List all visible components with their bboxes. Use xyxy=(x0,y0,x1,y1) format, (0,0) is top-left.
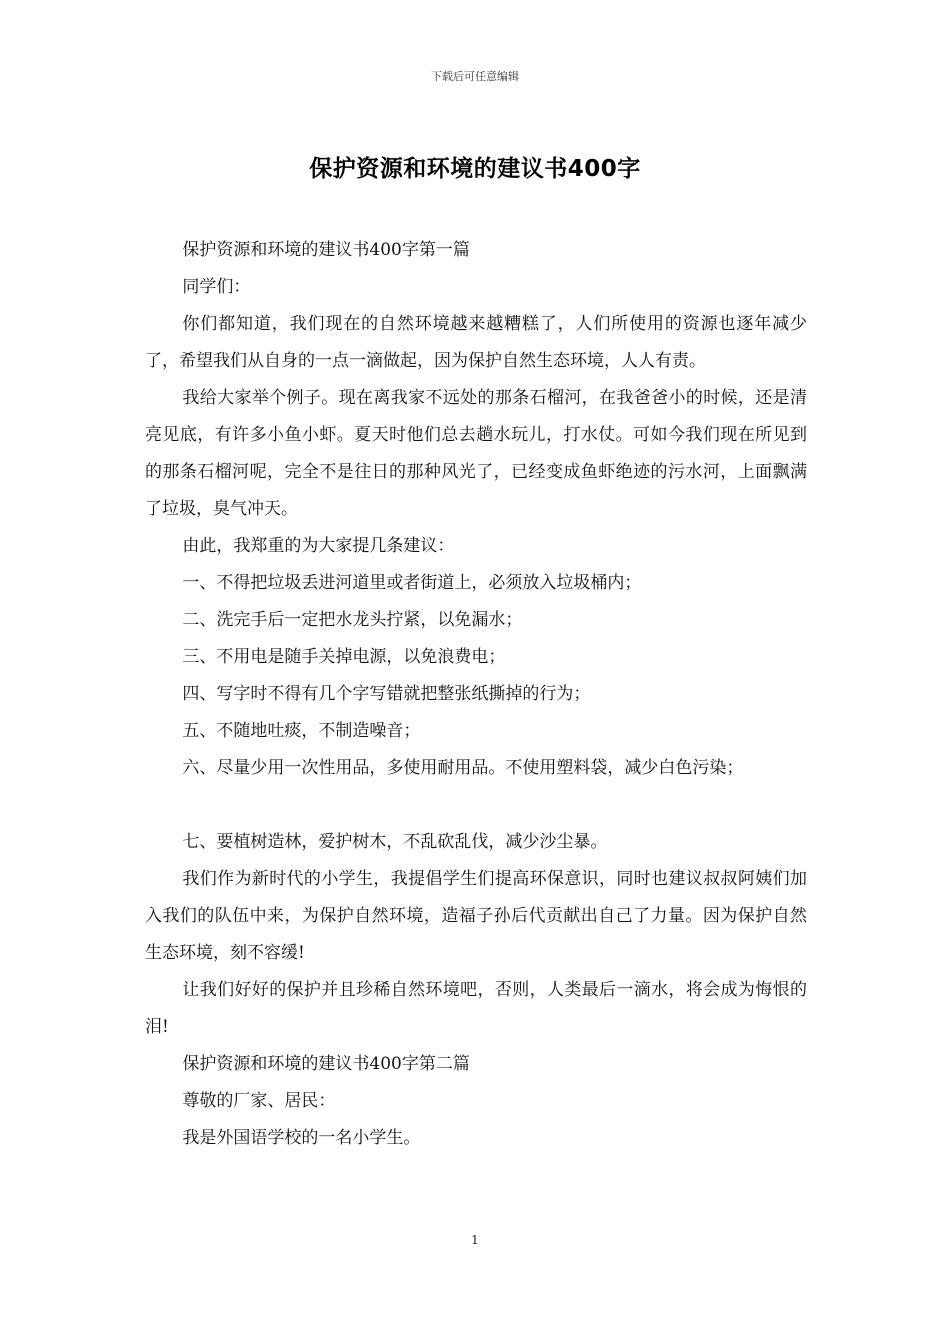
blank-line xyxy=(145,787,807,824)
suggestion-item-4: 四、写字时不得有几个字写错就把整张纸撕掉的行为； xyxy=(182,684,591,704)
salutation: 尊敬的厂家、居民： xyxy=(182,1091,336,1111)
header-note: 下载后可任意编辑 xyxy=(431,70,519,83)
document-title: 保护资源和环境的建议书400字 xyxy=(309,156,641,182)
page-number: 1 xyxy=(471,1233,479,1247)
body-paragraph: 你们都知道，我们现在的自然环境越来越糟糕了，人们所使用的资源也逐年减少了，希望我们从自身的一点一滴做起，因为保护自然生态环境，人人有责。 xyxy=(145,314,807,371)
body-paragraph: 让我们好好的保护并且珍稀自然环境吧，否则，人类最后一滴水，将会成为悔恨的泪! xyxy=(145,980,807,1037)
salutation: 同学们： xyxy=(182,277,251,297)
body-paragraph: 我是外国语学校的一名小学生。 xyxy=(182,1128,421,1148)
suggestion-item-1: 一、不得把垃圾丢进河道里或者街道上，必须放入垃圾桶内； xyxy=(182,573,642,593)
suggestion-item-7: 七、要植树造林，爱护树木，不乱砍乱伐，减少沙尘暴。 xyxy=(182,832,608,852)
body-paragraph: 我们作为新时代的小学生，我提倡学生们提高环保意识，同时也建议叔叔阿姨们加入我们的队伍中来，为保护自然环境，造福子孙后代贡献出自己了力量。因为保护自然生态环境，刻不容缓! xyxy=(145,869,807,963)
section-heading-1: 保护资源和环境的建议书400字第一篇 xyxy=(182,240,470,260)
body-paragraph: 由此，我郑重的为大家提几条建议： xyxy=(182,536,455,556)
suggestion-item-6: 六、尽量少用一次性用品，多使用耐用品。不使用塑料袋，减少白色污染； xyxy=(182,758,744,778)
document-body xyxy=(145,232,807,1157)
suggestion-item-5: 五、不随地吐痰，不制造噪音； xyxy=(182,721,421,741)
suggestion-item-2: 二、洗完手后一定把水龙头拧紧，以免漏水； xyxy=(182,610,523,630)
body-paragraph: 我给大家举个例子。现在离我家不远处的那条石榴河，在我爸爸小的时候，还是清亮见底，有许多小鱼小虾。夏天时他们总去趟水玩儿，打水仗。可如今我们现在所见到的那条石榴河呢，完全不是往日的那种风光了，已经变成鱼虾绝迹的污水河，上面飘满了垃圾，臭气冲天。 xyxy=(145,388,807,519)
suggestion-item-3: 三、不用电是随手关掉电源，以免浪费电； xyxy=(182,647,506,667)
section-heading-2: 保护资源和环境的建议书400字第二篇 xyxy=(182,1054,470,1074)
